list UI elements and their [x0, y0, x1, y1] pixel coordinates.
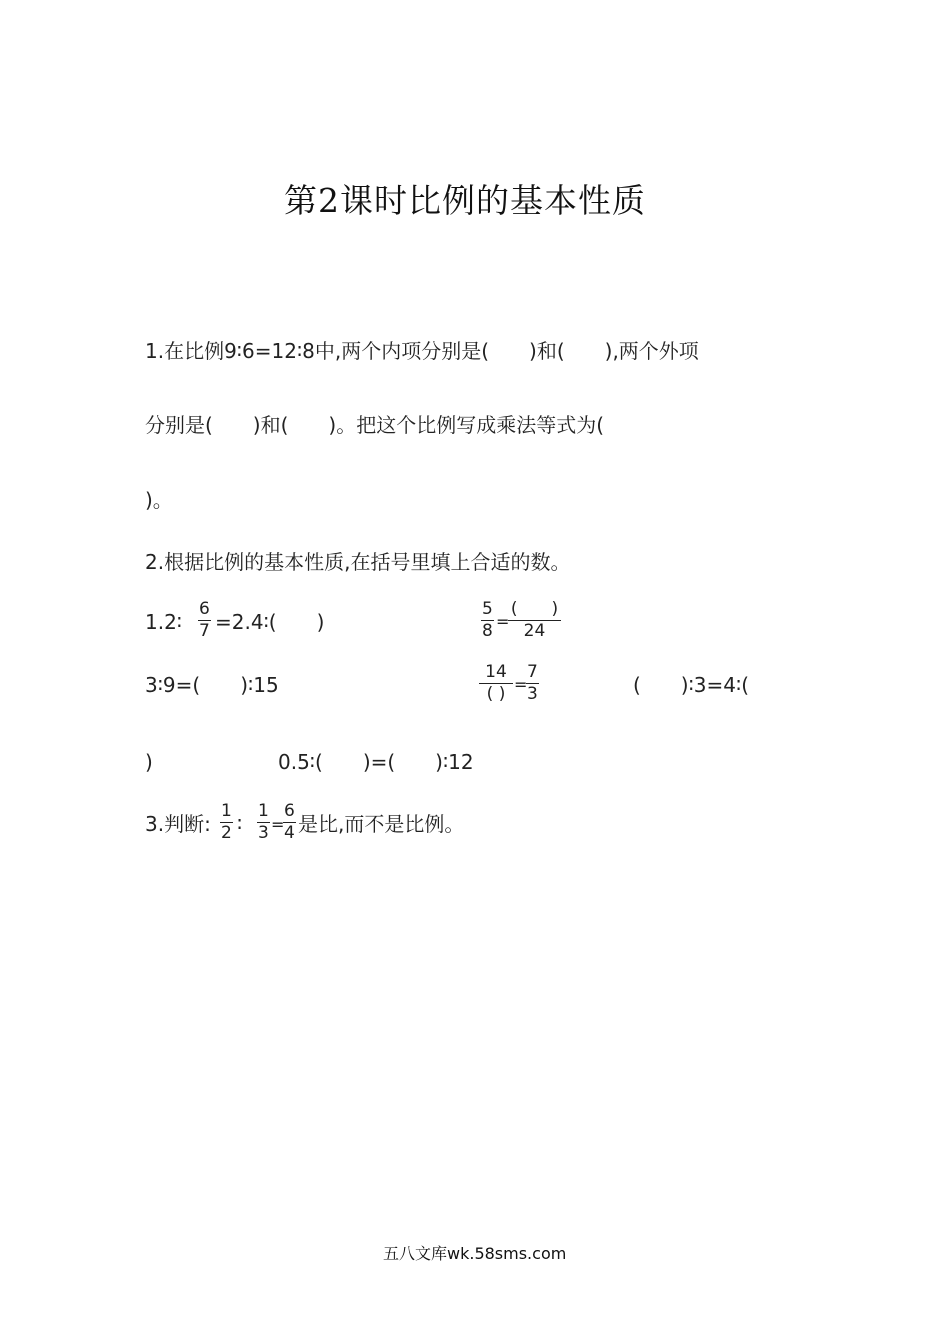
q2-item-a-prefix: 1.2∶: [145, 610, 183, 634]
q2-heading: 2.根据比例的基本性质,在括号里填上合适的数。: [145, 550, 571, 574]
q2-item-b-fraction-1: [481, 600, 494, 641]
q2-item-b-fraction-2: [508, 600, 561, 641]
fraction-denominator: 3: [527, 684, 538, 704]
fraction-numerator: 1: [221, 801, 232, 821]
q2-item-a-fraction: [198, 600, 211, 641]
fraction-numerator: 6: [284, 801, 295, 821]
q3-fraction-2: [257, 802, 270, 843]
q2-item-e-line-2: ): [145, 750, 153, 774]
footer-watermark: 五八文库wk.58sms.com: [383, 1244, 567, 1263]
fraction-denominator: 8: [482, 621, 493, 641]
fraction-numerator: 5: [482, 599, 493, 619]
q1-line-1: 1.在比例9∶6=12∶8中,两个内项分别是( )和( ),两个外项: [145, 339, 699, 363]
q1-line-3: )。: [145, 488, 173, 512]
q2-item-d-equals: =: [514, 675, 528, 694]
q3-suffix: 是比,而不是比例。: [298, 812, 465, 836]
q2-item-a-suffix: =2.4∶( ): [215, 610, 325, 634]
fraction-denominator: 24: [523, 621, 546, 641]
q2-item-f: 0.5∶( )=( )∶12: [278, 750, 474, 774]
q2-item-d-fraction-1: [479, 663, 513, 704]
q3-equals: =: [271, 815, 285, 834]
q2-item-b-equals: =: [496, 612, 510, 631]
fraction-numerator: 1: [258, 801, 269, 821]
page-title: 第2课时比例的基本性质: [284, 181, 646, 220]
fraction-numerator: 6: [199, 599, 210, 619]
q3-fraction-3: [283, 802, 296, 843]
q3-fraction-1: [220, 802, 233, 843]
q3-colon: ∶: [237, 812, 243, 836]
q1-line-2: 分别是( )和( )。把这个比例写成乘法等式为(: [145, 413, 605, 437]
fraction-denominator: 4: [284, 823, 295, 843]
fraction-numerator: 7: [527, 662, 538, 682]
fraction-denominator: 2: [221, 823, 232, 843]
q2-item-c: 3∶9=( )∶15: [145, 673, 279, 697]
q2-item-e-line-1: ( )∶3=4∶(: [633, 673, 750, 697]
fraction-numerator: 14: [479, 663, 513, 684]
q2-item-d-fraction-2: [526, 663, 539, 704]
fraction-denominator: 3: [258, 823, 269, 843]
q3-prefix: 3.判断:: [145, 812, 211, 836]
fraction-denominator: 7: [199, 621, 210, 641]
fraction-numerator: ( ): [508, 600, 561, 621]
fraction-denominator: ( ): [486, 684, 506, 704]
